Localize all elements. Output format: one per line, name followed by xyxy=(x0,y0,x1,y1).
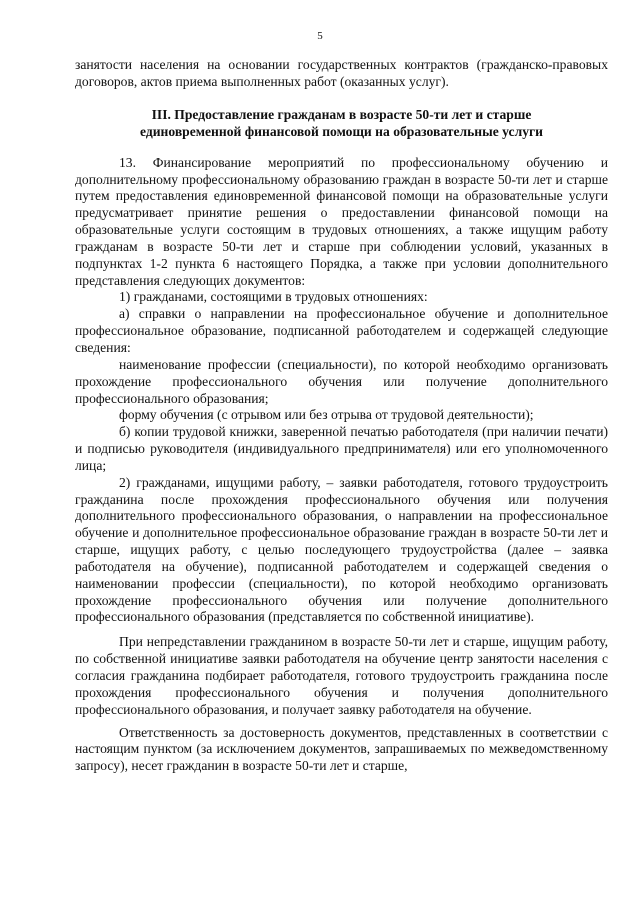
subitem-1b: б) копии трудовой книжки, заверенной печатью работодателя (при наличии печати) и подписью руководителя (индивидуального предпринимателя) или его уполномоченного лица; xyxy=(75,424,608,473)
section-heading-line-2: единовременной финансовой помощи на образовательные услуги xyxy=(139,123,544,139)
page-number: 5 xyxy=(317,30,323,42)
subitem-1a: а) справки о направлении на профессиональное обучение и дополнительное профессиональное образование, подписанной работодателем и содержащей следующие сведения: xyxy=(75,306,608,355)
subitem-1: 1) гражданами, состоящими в трудовых отношениях: xyxy=(119,289,428,305)
paragraph-13: 13. Финансирование мероприятий по профессиональному обучению и дополнительному профессиональному образованию граждан в возрасте 50-ти лет и старше путем предоставления единовременной финансовой помощи на образовательные услуги предусматривает принятие решения о предоставлении финансовой помощи на образовательные услуги состоящим в трудовых отношениях, а также ищущим работу гражданам в возрасте 50-ти лет и старше при соблюдении условий, указанных в подпунктах 1-2 пункта 6 настоящего Порядка, а также при условии дополнительного представления следующих документов: xyxy=(75,154,608,288)
document-body xyxy=(75,57,608,775)
subitem-2: 2) гражданами, ищущими работу, – заявки работодателя, готового трудоустроить гражданина после прохождения профессионального обучения или получения дополнительного профессионального образования, о направлении на профессиональное обучение и дополнительное профессиональное образование граждан в возрасте 50-ти лет и старше, ищущих работу, с целью последующего трудоустройства (далее – заявка работодателя на обучение), подписанной работодателем и содержащей сведения о наименовании профессии (специальности), по которой необходимо организовать прохождение профессионального обучения или получение дополнительного профессионального образования (представляется по собственной инициативе). xyxy=(75,474,608,625)
requirement-study-form: форму обучения (с отрывом или без отрыва от трудовой деятельности); xyxy=(119,407,534,423)
intro-paragraph: занятости населения на основании государственных контрактов (гражданско-правовых договоров, актов приема выполненных работ (оказанных услуг). xyxy=(75,57,608,89)
paragraph-no-application: При непредставлении гражданином в возрасте 50-ти лет и старше, ищущим работу, по собственной инициативе заявки работодателя на обучение центр занятости населения с согласия гражданина подбирает работодателя, готового трудоустроить гражданина после прохождения профессионального обучения и получения дополнительного профессионального образования, и получает заявку работодателя на обучение. xyxy=(75,634,608,717)
section-heading-line-1: III. Предоставление гражданам в возрасте 50-ти лет и старше xyxy=(151,106,532,122)
paragraph-responsibility: Ответственность за достоверность документов, представленных в соответствии с настоящим пунктом (за исключением документов, запрашиваемых по межведомственному запросу), несет гражданин в возрасте 50-ти лет и старше, xyxy=(75,724,608,774)
section-heading xyxy=(75,106,608,140)
requirement-profession: наименование профессии (специальности), по которой необходимо организовать прохождение профессионального обучения или получение дополнительного профессионального образования; xyxy=(75,356,608,406)
